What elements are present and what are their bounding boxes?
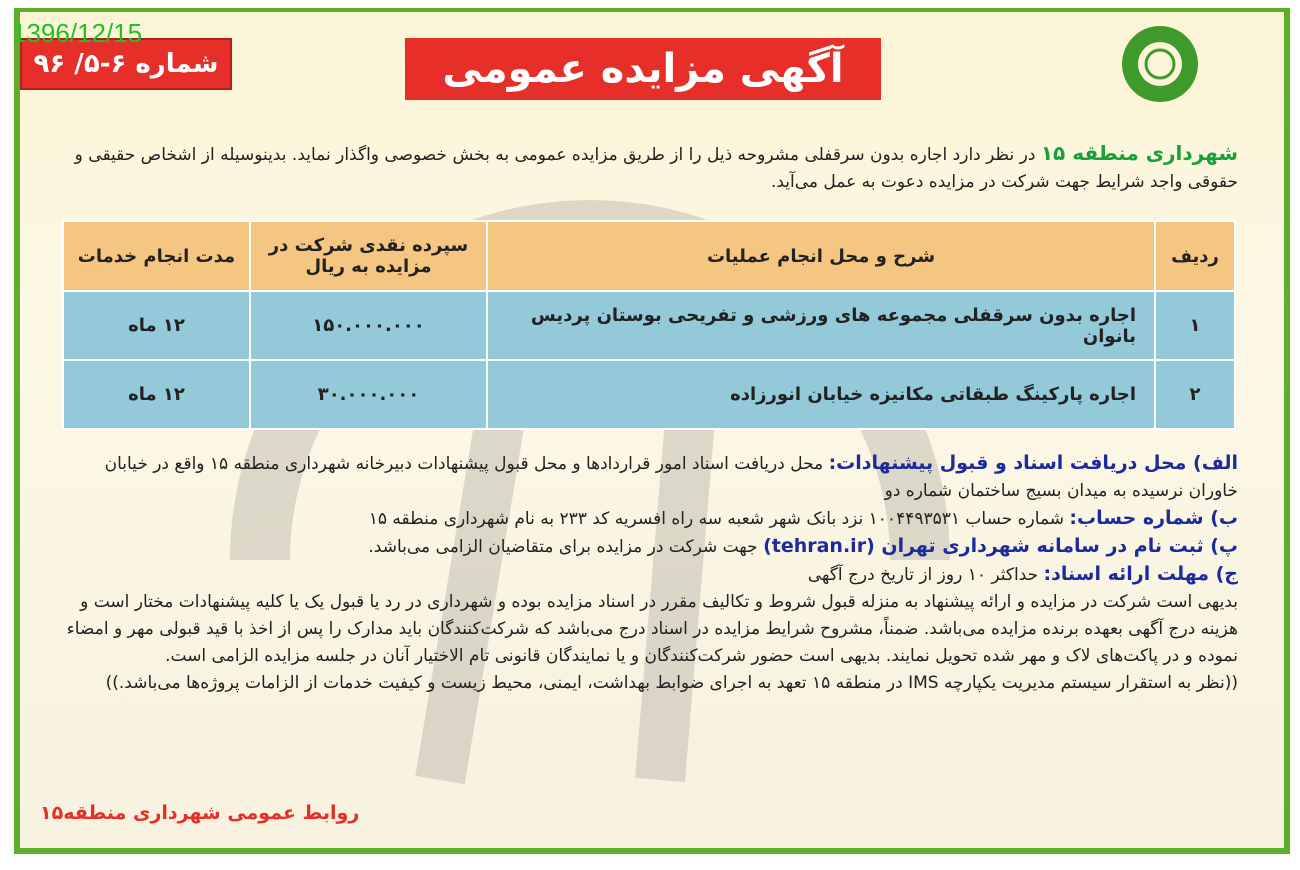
issue-number-badge: شماره ۶-۵/ ۹۶: [20, 38, 232, 90]
col-deposit: سپرده نقدی شرکت در مزایده به ریال: [250, 221, 487, 291]
ims-note: ((نظر به استقرار سیستم مدیریت یکپارچه IMS در منطقه ۱۵ تعهد به اجرای ضوابط بهداشت، ایمنی، محیط زیست و کیفیت خدمات از الزامات پروژه‌ها می‌باشد.)): [105, 673, 1238, 693]
sections: [60, 450, 1238, 697]
table-row: [63, 360, 1235, 429]
org-name: شهرداری منطقه ۱۵: [1040, 141, 1238, 165]
row-deposit: ۳۰.۰۰۰.۰۰۰: [250, 360, 487, 429]
intro-text: در نظر دارد اجاره بدون سرقفلی مشروحه ذیل را از طریق مزایده عمومی به بخش خصوصی واگذار نماید. بدینوسیله از اشخاص حقیقی و حقوقی واجد شرایط جهت شرکت در مزایده دعوت به عمل می‌آید.: [74, 145, 1238, 192]
intro-paragraph: [60, 140, 1238, 196]
row-description: اجاره پارکینگ طبقاتی مکانیزه خیابان انورزاده: [487, 360, 1155, 429]
section-text: جهت شرکت در مزایده برای متقاضیان الزامی می‌باشد.: [368, 537, 764, 557]
section-b: [60, 505, 1238, 533]
row-duration: ۱۲ ماه: [63, 360, 250, 429]
table-header: [63, 221, 1235, 291]
row-deposit: ۱۵۰.۰۰۰.۰۰۰: [250, 291, 487, 360]
section-p: [60, 533, 1238, 561]
section-label: پ) ثبت نام در سامانه شهرداری تهران (tehran.ir): [763, 535, 1238, 557]
row-duration: ۱۲ ماه: [63, 291, 250, 360]
auction-table: [62, 220, 1236, 430]
date-stamp: 1396/12/15: [12, 18, 143, 48]
table-row: [63, 291, 1235, 360]
col-row: ردیف: [1155, 221, 1235, 291]
ad-frame: [14, 8, 1290, 854]
section-label: ب) شماره حساب:: [1069, 507, 1238, 529]
row-number: ۱: [1155, 291, 1235, 360]
tehran-municipality-logo: [1118, 22, 1202, 106]
section-j: [60, 561, 1238, 589]
section-label: ج) مهلت ارائه اسناد:: [1043, 563, 1238, 585]
row-number: ۲: [1155, 360, 1235, 429]
page-title: آگهی مزایده عمومی: [405, 38, 881, 100]
row-description: اجاره بدون سرقفلی مجموعه های ورزشی و تفریحی بوستان پردیس بانوان: [487, 291, 1155, 360]
footer-signature: روابط عمومی شهرداری منطقه۱۵: [40, 802, 360, 824]
body-text: بدیهی است شرکت در مزایده و ارائه پیشنهاد به منزله قبول شروط و تکالیف مقرر در اسناد مزایده بوده و شهرداری در رد یا قبول یک یا کلیه پیشنهادات مختار است و هزینه درج آگهی بعهده برنده مزایده می‌باشد. ضمناً، مشروح شرایط مزایده در اسناد درج می‌باشد که شرکت‌کنندگان باید مدارک را پس از اخذ با قید قبولی مهر و امضاء نموده و در پاکت‌های لاک و مهر شده تحویل نمایند. بدیهی است حضور شرکت‌کنندگان و یا نمایندگان قانونی تام الاختیار آنان در جلسه مزایده الزامی است.: [66, 592, 1238, 666]
section-text: محل دریافت اسناد امور قراردادها و محل قبول پیشنهادات دبیرخانه شهرداری منطقه ۱۵ واقع در خیابان خاوران نرسیده به میدان بسیج ساختمان شماره دو: [104, 454, 1238, 501]
col-description: شرح و محل انجام عملیات: [487, 221, 1155, 291]
section-text: حداکثر ۱۰ روز از تاریخ درج آگهی: [807, 565, 1044, 585]
section-text: شماره حساب ۱۰۰۴۴۹۳۵۳۱ نزد بانک شهر شعبه سه راه افسریه کد ۲۳۳ به نام شهرداری منطقه ۱۵: [368, 509, 1070, 529]
section-a: [60, 450, 1238, 505]
section-label: الف) محل دریافت اسناد و قبول پیشنهادات:: [828, 452, 1238, 474]
col-duration: مدت انجام خدمات: [63, 221, 250, 291]
